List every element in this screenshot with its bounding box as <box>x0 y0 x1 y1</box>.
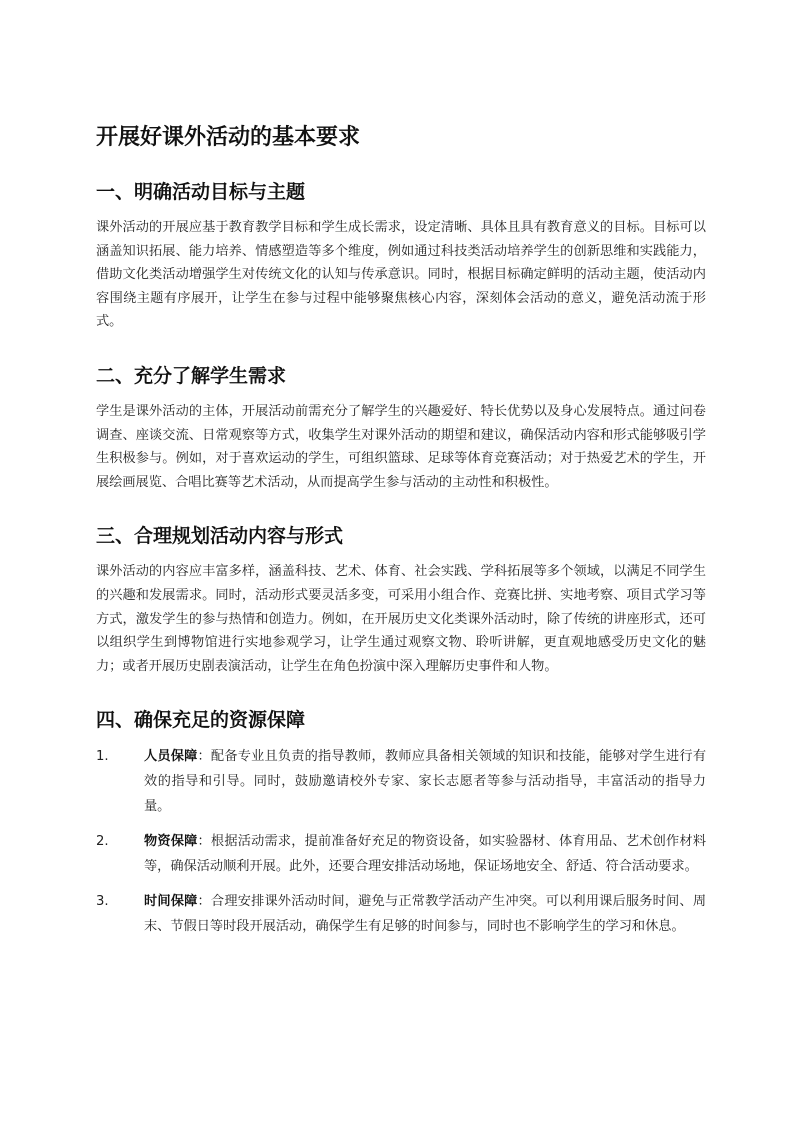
list-item-number: 2. <box>96 834 109 850</box>
list-item-label: 物资保障 <box>144 834 198 850</box>
list-item <box>96 889 706 939</box>
list-item <box>96 829 706 879</box>
section-heading-4: 四、确保充足的资源保障 <box>96 709 306 732</box>
section-heading-3: 三、合理规划活动内容与形式 <box>96 525 344 548</box>
list-item-label: 人员保障 <box>144 749 198 765</box>
resource-list <box>96 744 706 939</box>
list-item <box>96 744 706 819</box>
list-item-number: 1. <box>96 749 109 765</box>
section-body-2: 学生是课外活动的主体，开展活动前需充分了解学生的兴趣爱好、特长优势以及身心发展特点。通过问卷调查、座谈交流、日常观察等方式，收集学生对课外活动的期望和建议，确保活动内容和形式能够吸引学生积极参与。例如，对于喜欢运动的学生，可组织篮球、足球等体育竞赛活动；对于热爱艺术的学生，开展绘画展览、合唱比赛等艺术活动，从而提高学生参与活动的主动性和积极性。 <box>96 403 706 490</box>
section-body-1: 课外活动的开展应基于教育教学目标和学生成长需求，设定清晰、具体且具有教育意义的目标。目标可以涵盖知识拓展、能力培养、情感塑造等多个维度，例如通过科技类活动培养学生的创新思维和实践能力，借助文化类活动增强学生对传统文化的认知与传承意识。同时，根据目标确定鲜明的活动主题，使活动内容围绕主题有序展开，让学生在参与过程中能够聚焦核心内容，深刻体会活动的意义，避免活动流于形式。 <box>96 220 706 330</box>
section-heading-1: 一、明确活动目标与主题 <box>96 181 306 203</box>
list-item-text: ：根据活动需求，提前准备好充足的物资设备，如实验器材、体育用品、艺术创作材料等，确保活动顺利开展。此外，还要合理安排活动场地，保证场地安全、舒适、符合活动要求。 <box>144 834 707 875</box>
list-item-text: ：合理安排课外活动时间，避免与正常教学活动产生冲突。可以利用课后服务时间、周末、节假日等时段开展活动，确保学生有足够的时间参与，同时也不影响学生的学习和休息。 <box>144 894 707 935</box>
section-heading-2: 二、充分了解学生需求 <box>96 364 287 387</box>
list-item-number: 3. <box>96 894 109 910</box>
list-item-text: ：配备专业且负责的指导教师，教师应具备相关领域的知识和技能，能够对学生进行有效的指导和引导。同时，鼓励邀请校外专家、家长志愿者等参与活动指导，丰富活动的指导力量。 <box>144 749 707 815</box>
document-title: 开展好课外活动的基本要求 <box>96 125 361 150</box>
list-item-label: 时间保障 <box>144 894 198 910</box>
document-page <box>96 118 706 949</box>
section-body-3: 课外活动的内容应丰富多样，涵盖科技、艺术、体育、社会实践、学科拓展等多个领域，以满足不同学生的兴趣和发展需求。同时，活动形式要灵活多变，可采用小组合作、竞赛比拼、实地考察、项目式学习等方式，激发学生的参与热情和创造力。例如，在开展历史文化类课外活动时，除了传统的讲座形式，还可以组织学生到博物馆进行实地参观学习，让学生通过观察文物、聆听讲解，更直观地感受历史文化的魅力；或者开展历史剧表演活动，让学生在角色扮演中深入理解历史事件和人物。 <box>96 564 706 674</box>
